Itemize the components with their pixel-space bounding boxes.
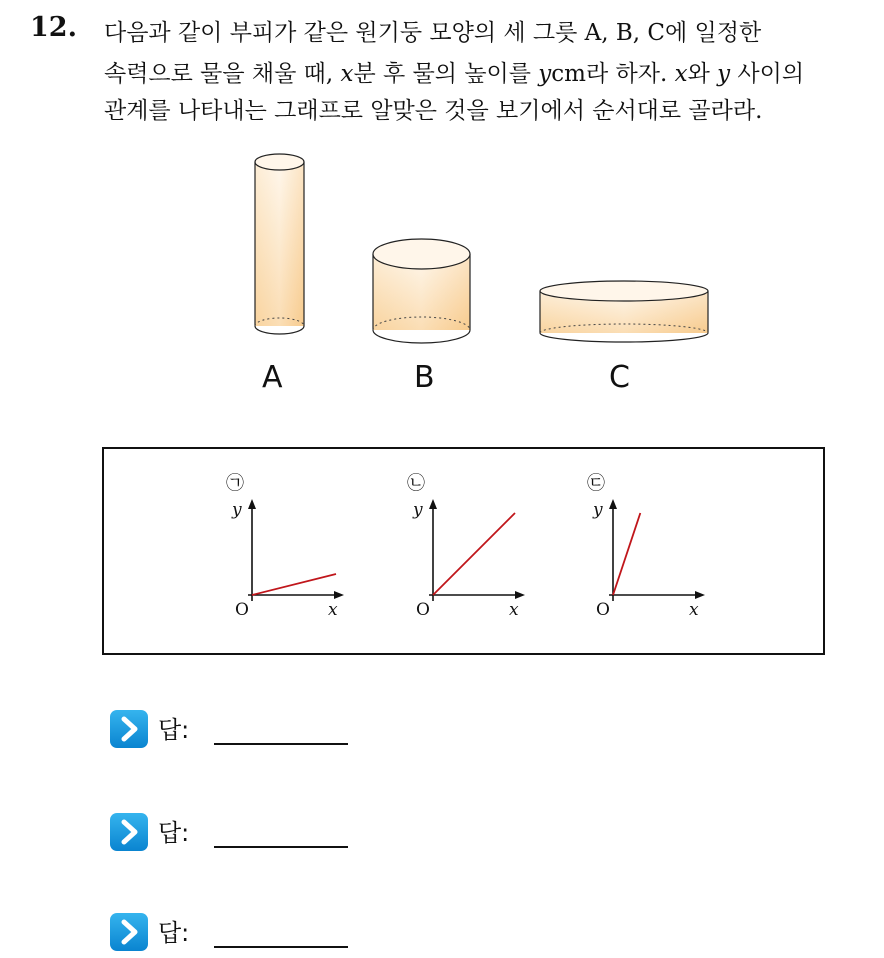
y-axis-label: y (232, 500, 242, 520)
y-axis-arrow (429, 499, 437, 509)
container-label-a: A (262, 360, 283, 395)
answer-label: 답: (158, 819, 190, 847)
answer-label: 답: (158, 716, 190, 744)
answer-blank-1[interactable] (214, 743, 348, 745)
x-axis-label: x (689, 600, 699, 620)
answer-blank-2[interactable] (214, 846, 348, 848)
y-axis-label: y (593, 500, 603, 520)
answer-label: 답: (158, 919, 190, 947)
origin-label: O (416, 600, 430, 620)
origin-label: O (596, 600, 610, 620)
x-axis-label: x (509, 600, 519, 620)
containers-illustration (0, 0, 884, 440)
container-b (373, 239, 470, 343)
x-axis-arrow (334, 591, 344, 599)
container-c (540, 281, 708, 342)
y-axis-arrow (609, 499, 617, 509)
container-label-b: B (414, 360, 435, 395)
question-line-3: 관계를 나타내는 그래프로 알맞은 것을 보기에서 순서대로 골라라. (104, 98, 763, 124)
container-a (255, 154, 304, 334)
question-line-1: 다음과 같이 부피가 같은 원기둥 모양의 세 그릇 A, B, C에 일정한 (104, 20, 762, 46)
chevron-right-icon (110, 913, 148, 951)
chevron-right-icon (110, 710, 148, 748)
choices-box (102, 447, 825, 655)
answer-blank-3[interactable] (214, 946, 348, 948)
graph-line-3 (613, 513, 640, 595)
origin-label: O (235, 600, 249, 620)
y-axis-label: y (413, 500, 423, 520)
question-number: 12. (30, 12, 77, 43)
graph-marker-2: ㉡ (407, 473, 425, 494)
x-axis-label: x (328, 600, 338, 620)
graph-marker-1: ㉠ (226, 473, 244, 494)
container-label-c: C (609, 360, 630, 395)
question-line-2: 속력으로 물을 채울 때, x분 후 물의 높이를 ycm라 하자. x와 y 사이의 (104, 61, 805, 87)
x-axis-arrow (515, 591, 525, 599)
choice-graphs (104, 449, 823, 653)
graph-marker-3: ㉢ (587, 473, 605, 494)
graph-line-1 (252, 574, 336, 595)
chevron-right-icon (110, 813, 148, 851)
graph-line-2 (433, 513, 515, 595)
x-axis-arrow (695, 591, 705, 599)
y-axis-arrow (248, 499, 256, 509)
